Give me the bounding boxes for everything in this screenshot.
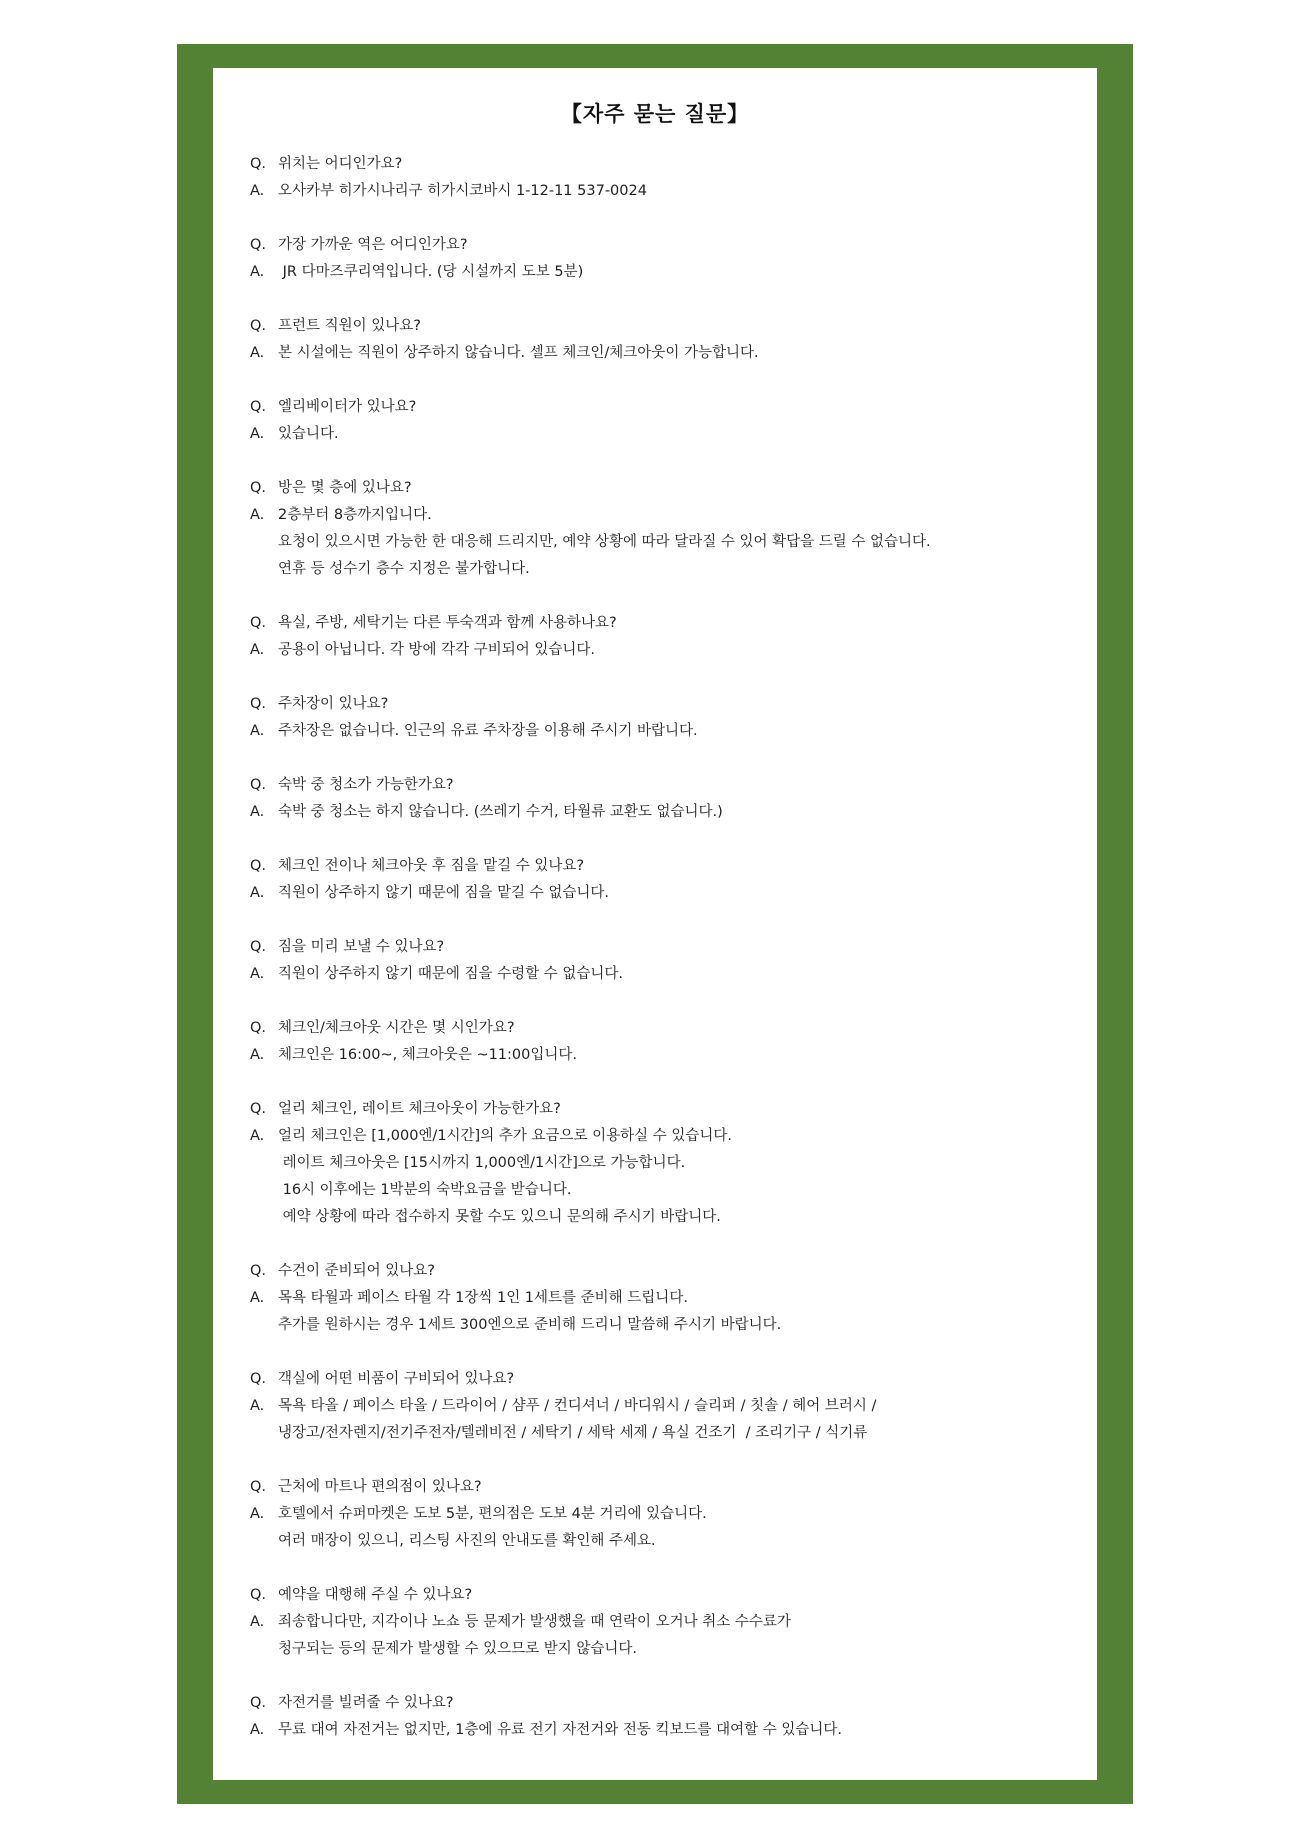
answer-marker: A. <box>250 966 265 982</box>
question-marker: Q. <box>250 399 267 415</box>
question-line <box>250 853 1070 880</box>
question-marker: Q. <box>250 939 267 955</box>
question-marker: Q. <box>250 696 267 712</box>
answer-marker: A. <box>250 1506 265 1522</box>
answer-text: 얼리 체크인은 [1,000엔/1시간]의 추가 요금으로 이용하실 수 있습니다. <box>278 1128 732 1144</box>
faq-item <box>250 772 1070 826</box>
question-text: 수건이 준비되어 있나요? <box>278 1263 435 1279</box>
answer-marker: A. <box>250 183 265 199</box>
question-line <box>250 610 1070 637</box>
question-marker: Q. <box>250 237 267 253</box>
answer-text: 직원이 상주하지 않기 때문에 짐을 수령할 수 없습니다. <box>278 966 624 982</box>
question-text: 예약을 대행해 주실 수 있나요? <box>278 1587 473 1603</box>
answer-line <box>250 718 1070 745</box>
answer-text: 호텔에서 슈퍼마켓은 도보 5분, 편의점은 도보 4분 거리에 있습니다. <box>278 1506 707 1522</box>
answer-line <box>250 1042 1070 1069</box>
question-text: 얼리 체크인, 레이트 체크아웃이 가능한가요? <box>278 1101 561 1117</box>
answer-marker: A. <box>250 1128 265 1144</box>
faq-item <box>250 1258 1070 1339</box>
answer-text: 추가를 원하시는 경우 1세트 300엔으로 준비해 드리니 말씀해 주시기 바랍니다. <box>278 1317 782 1333</box>
answer-marker: A. <box>250 1614 265 1630</box>
faq-item <box>250 1015 1070 1069</box>
answer-text: 본 시설에는 직원이 상주하지 않습니다. 셀프 체크인/체크아웃이 가능합니다. <box>278 345 759 361</box>
answer-marker: A. <box>250 507 265 523</box>
faq-item <box>250 1690 1070 1744</box>
answer-marker: A. <box>250 345 265 361</box>
faq-item <box>250 934 1070 988</box>
answer-line <box>250 556 1070 583</box>
question-text: 욕실, 주방, 세탁기는 다른 투숙객과 함께 사용하나요? <box>278 615 617 631</box>
answer-line <box>250 502 1070 529</box>
question-line <box>250 394 1070 421</box>
answer-text: 죄송합니다만, 지각이나 노쇼 등 문제가 발생했을 때 연락이 오거나 취소 수수료가 <box>278 1614 791 1630</box>
question-line <box>250 232 1070 259</box>
answer-text: 무료 대여 자전거는 없지만, 1층에 유료 전기 자전거와 전동 킥보드를 대여할 수 있습니다. <box>278 1722 842 1738</box>
faq-item <box>250 475 1070 583</box>
answer-line <box>250 259 1070 286</box>
answer-text: 오사카부 히가시나리구 히가시코바시 1-12-11 537-0024 <box>278 183 647 199</box>
question-marker: Q. <box>250 1587 267 1603</box>
answer-text: 직원이 상주하지 않기 때문에 짐을 맡길 수 없습니다. <box>278 885 610 901</box>
answer-marker: A. <box>250 642 265 658</box>
question-text: 엘리베이터가 있나요? <box>278 399 417 415</box>
question-marker: Q. <box>250 318 267 334</box>
answer-line <box>250 1609 1070 1636</box>
question-text: 가장 가까운 역은 어디인가요? <box>278 237 468 253</box>
answer-line <box>250 178 1070 205</box>
answer-line <box>250 880 1070 907</box>
question-line <box>250 1366 1070 1393</box>
question-line <box>250 1690 1070 1717</box>
answer-line <box>250 1123 1070 1150</box>
answer-text: 체크인은 16:00~, 체크아웃은 ~11:00입니다. <box>278 1047 578 1063</box>
answer-marker: A. <box>250 885 265 901</box>
question-marker: Q. <box>250 1263 267 1279</box>
faq-item <box>250 1366 1070 1447</box>
answer-line <box>250 1717 1070 1744</box>
document-sheet <box>213 68 1097 1780</box>
answer-line <box>250 1312 1070 1339</box>
question-line <box>250 475 1070 502</box>
answer-line <box>250 1528 1070 1555</box>
answer-text: 냉장고/전자렌지/전기주전자/텔레비전 / 세탁기 / 세탁 세제 / 욕실 건조기 / 조리기구 / 식기류 <box>278 1425 868 1441</box>
page-title: 【자주 묻는 질문】 <box>560 102 750 126</box>
question-line <box>250 151 1070 178</box>
question-text: 위치는 어디인가요? <box>278 156 403 172</box>
answer-text: 여러 매장이 있으니, 리스팅 사진의 안내도를 확인해 주세요. <box>278 1533 656 1549</box>
question-marker: Q. <box>250 1695 267 1711</box>
answer-line <box>250 1501 1070 1528</box>
answer-line <box>250 340 1070 367</box>
answer-line <box>250 1636 1070 1663</box>
answer-line <box>250 421 1070 448</box>
question-marker: Q. <box>250 156 267 172</box>
answer-text: 공용이 아닙니다. 각 방에 각각 구비되어 있습니다. <box>278 642 596 658</box>
answer-text: 있습니다. <box>278 426 339 442</box>
answer-text: 숙박 중 청소는 하지 않습니다. (쓰레기 수거, 타월류 교환도 없습니다.) <box>278 804 723 820</box>
question-line <box>250 691 1070 718</box>
faq-item <box>250 1096 1070 1231</box>
question-marker: Q. <box>250 1371 267 1387</box>
answer-text: 레이트 체크아웃은 [15시까지 1,000엔/1시간]으로 가능합니다. <box>278 1155 686 1171</box>
question-line <box>250 1096 1070 1123</box>
question-line <box>250 1474 1070 1501</box>
answer-text: 주차장은 없습니다. 인근의 유료 주차장을 이용해 주시기 바랍니다. <box>278 723 698 739</box>
question-marker: Q. <box>250 1020 267 1036</box>
faq-list <box>250 151 1070 1771</box>
answer-text: JR 다마즈쿠리역입니다. (당 시설까지 도보 5분) <box>278 264 584 280</box>
answer-marker: A. <box>250 426 265 442</box>
question-text: 체크인 전이나 체크아웃 후 짐을 맡길 수 있나요? <box>278 858 585 874</box>
answer-line <box>250 637 1070 664</box>
answer-text: 목욕 타월과 페이스 타월 각 1장씩 1인 1세트를 준비해 드립니다. <box>278 1290 688 1306</box>
question-marker: Q. <box>250 858 267 874</box>
faq-item <box>250 232 1070 286</box>
faq-item <box>250 151 1070 205</box>
answer-marker: A. <box>250 804 265 820</box>
faq-item <box>250 853 1070 907</box>
question-marker: Q. <box>250 1479 267 1495</box>
answer-line <box>250 1393 1070 1420</box>
faq-item <box>250 313 1070 367</box>
question-line <box>250 313 1070 340</box>
page-border <box>177 44 1133 1804</box>
answer-line <box>250 799 1070 826</box>
answer-text: 예약 상황에 따라 접수하지 못할 수도 있으니 문의해 주시기 바랍니다. <box>278 1209 721 1225</box>
question-text: 숙박 중 청소가 가능한가요? <box>278 777 454 793</box>
answer-text: 연휴 등 성수기 층수 지정은 불가합니다. <box>278 561 530 577</box>
answer-text: 2층부터 8층까지입니다. <box>278 507 432 523</box>
question-line <box>250 1015 1070 1042</box>
question-text: 주차장이 있나요? <box>278 696 389 712</box>
answer-line <box>250 961 1070 988</box>
question-text: 체크인/체크아웃 시간은 몇 시인가요? <box>278 1020 515 1036</box>
answer-marker: A. <box>250 723 265 739</box>
question-text: 짐을 미리 보낼 수 있나요? <box>278 939 445 955</box>
question-text: 프런트 직원이 있나요? <box>278 318 421 334</box>
question-text: 자전거를 빌려줄 수 있나요? <box>278 1695 454 1711</box>
question-text: 객실에 어떤 비품이 구비되어 있나요? <box>278 1371 515 1387</box>
question-marker: Q. <box>250 480 267 496</box>
faq-item <box>250 1474 1070 1555</box>
answer-line <box>250 1285 1070 1312</box>
answer-line <box>250 529 1070 556</box>
answer-line <box>250 1204 1070 1231</box>
question-line <box>250 1582 1070 1609</box>
question-text: 방은 몇 층에 있나요? <box>278 480 412 496</box>
question-line <box>250 934 1070 961</box>
question-marker: Q. <box>250 1101 267 1117</box>
question-marker: Q. <box>250 615 267 631</box>
question-text: 근처에 마트나 편의점이 있나요? <box>278 1479 482 1495</box>
answer-marker: A. <box>250 264 265 280</box>
faq-item <box>250 610 1070 664</box>
faq-item <box>250 691 1070 745</box>
answer-marker: A. <box>250 1722 265 1738</box>
answer-line <box>250 1150 1070 1177</box>
question-line <box>250 772 1070 799</box>
answer-text: 청구되는 등의 문제가 발생할 수 있으므로 받지 않습니다. <box>278 1641 638 1657</box>
answer-marker: A. <box>250 1047 265 1063</box>
answer-text: 목욕 타올 / 페이스 타올 / 드라이어 / 샴푸 / 컨디셔너 / 바디워시 / 슬리퍼 / 칫솔 / 헤어 브러시 / <box>278 1398 877 1414</box>
faq-item <box>250 394 1070 448</box>
answer-text: 16시 이후에는 1박분의 숙박요금을 받습니다. <box>278 1182 572 1198</box>
answer-line <box>250 1177 1070 1204</box>
answer-marker: A. <box>250 1398 265 1414</box>
question-marker: Q. <box>250 777 267 793</box>
answer-text: 요청이 있으시면 가능한 한 대응해 드리지만, 예약 상황에 따라 달라질 수 있어 확답을 드릴 수 없습니다. <box>278 534 931 550</box>
question-line <box>250 1258 1070 1285</box>
answer-marker: A. <box>250 1290 265 1306</box>
answer-line <box>250 1420 1070 1447</box>
faq-item <box>250 1582 1070 1663</box>
